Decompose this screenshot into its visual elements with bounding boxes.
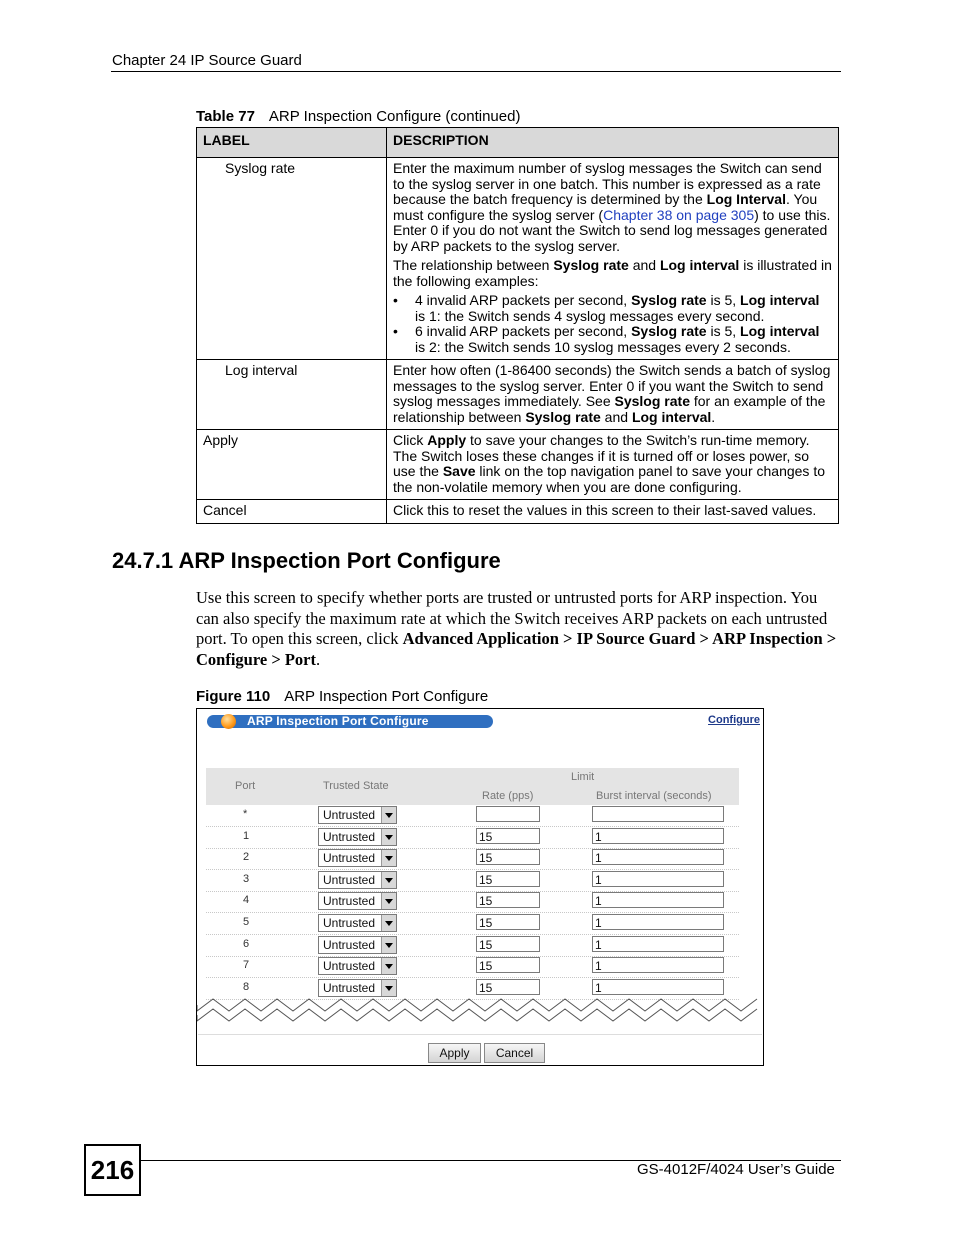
trusted-state-value: Untrusted — [323, 959, 376, 974]
port-number: * — [243, 808, 248, 820]
rate-input[interactable]: 15 — [476, 892, 540, 908]
burst-interval-input[interactable]: 1 — [592, 849, 724, 865]
trusted-state-header: Trusted State — [323, 780, 389, 792]
row-label: Cancel — [197, 500, 387, 524]
table-row — [197, 430, 839, 500]
port-number: 6 — [243, 937, 250, 950]
bullet-icon: • — [393, 292, 398, 308]
port-number: 7 — [243, 959, 250, 972]
description-paragraph: Enter the maximum number of syslog messages the Switch can send to the syslog server in one batch. This number is expressed as a rate because the batch frequency is determined by the Log Interval. You must configure the syslog server (Chapter 38 on page 305) to use this. Enter 0 if you do not want the Switch to send log messages generated by ARP packets to the syslog server. — [393, 160, 831, 254]
limit-header: Limit — [571, 771, 595, 783]
trusted-state-value: Untrusted — [323, 808, 376, 822]
burst-interval-input[interactable]: 1 — [592, 936, 724, 952]
burst-interval-input[interactable]: 1 — [592, 979, 724, 995]
table-row — [206, 848, 739, 870]
figure-caption — [196, 688, 488, 705]
trusted-state-select[interactable] — [318, 849, 397, 867]
port-number: 5 — [243, 916, 250, 928]
arp-inspection-table — [196, 127, 839, 524]
trusted-state-select[interactable] — [318, 806, 397, 824]
header-rule — [111, 71, 841, 72]
row-label: Apply — [197, 430, 387, 500]
bullet-icon: • — [393, 323, 398, 339]
trusted-state-value: Untrusted — [323, 829, 376, 844]
rate-input[interactable] — [476, 806, 540, 822]
port-number: 4 — [243, 894, 250, 907]
port-table-header — [206, 768, 739, 805]
rate-input[interactable]: 15 — [476, 849, 540, 865]
port-number: 1 — [243, 829, 250, 842]
row-label: Log interval — [197, 360, 387, 430]
chevron-down-icon[interactable] — [381, 807, 396, 823]
configure-link[interactable]: Configure — [708, 714, 760, 726]
port-number: 3 — [243, 872, 250, 885]
trusted-state-select[interactable] — [318, 914, 397, 932]
chevron-down-icon[interactable] — [381, 872, 396, 888]
chevron-down-icon[interactable] — [381, 850, 396, 866]
burst-interval-input[interactable]: 1 — [592, 914, 724, 930]
row-label: Syslog rate — [197, 158, 387, 360]
row-description — [387, 158, 839, 360]
col-description-header: DESCRIPTION — [387, 128, 839, 158]
body-paragraph: Use this screen to specify whether ports are trusted or untrusted ports for ARP inspection. You can also specify the maximum rate at which the Switch receives ARP packets on each untrusted port. To open this screen, click Advanced Application > IP Source Guard > ARP Inspection > Configure > Port. — [196, 588, 837, 669]
chevron-down-icon[interactable] — [381, 893, 396, 909]
trusted-state-value: Untrusted — [323, 851, 376, 866]
table-row — [206, 827, 739, 849]
port-header: Port — [235, 780, 256, 792]
page-number: 216 — [84, 1144, 141, 1196]
table-row — [197, 158, 839, 360]
torn-edge-line — [197, 999, 757, 1011]
list-item: • 4 invalid ARP packets per second, Syslog rate is 5, Log interval is 1: the Switch sends 4 syslog messages every second. — [393, 292, 820, 324]
row-description: Click this to reset the values in this screen to their last-saved values. — [387, 500, 839, 524]
table-row — [197, 500, 839, 524]
description-paragraph: The relationship between Syslog rate and Log interval is illustrated in the following examples: — [393, 257, 832, 289]
table-row — [206, 913, 739, 935]
table-row — [206, 891, 739, 913]
burst-interval-input[interactable] — [592, 806, 724, 822]
burst-interval-input[interactable]: 1 — [592, 828, 724, 844]
running-footer: GS-4012F/4024 User’s Guide — [637, 1161, 835, 1178]
table-row — [206, 956, 739, 978]
screen-title-bar — [207, 715, 493, 728]
rate-input[interactable]: 15 — [476, 936, 540, 952]
trusted-state-value: Untrusted — [323, 872, 376, 887]
cancel-button[interactable]: Cancel — [484, 1043, 545, 1063]
trusted-state-value: Untrusted — [323, 894, 376, 909]
trusted-state-select[interactable] — [318, 871, 397, 889]
trusted-state-value: Untrusted — [323, 937, 376, 952]
chevron-down-icon[interactable] — [381, 829, 396, 845]
trusted-state-select[interactable] — [318, 957, 397, 975]
screen-title: ARP Inspection Port Configure — [247, 714, 429, 728]
row-description: Click Apply to save your changes to the Switch’s run-time memory. The Switch loses these changes if it is turned off or loses power, so use the Save link on the top navigation panel to save your changes to the non-volatile memory when you are done configuring. — [387, 430, 839, 500]
table-row — [206, 870, 739, 892]
burst-interval-input[interactable]: 1 — [592, 957, 724, 973]
torn-edge-line — [197, 1009, 757, 1021]
burst-interval-input[interactable]: 1 — [592, 871, 724, 887]
trusted-state-select[interactable] — [318, 892, 397, 910]
port-number: 2 — [243, 851, 250, 864]
example-list — [393, 293, 832, 355]
orange-ball-icon — [221, 714, 236, 729]
burst-interval-input[interactable]: 1 — [592, 892, 724, 908]
rate-input[interactable]: 15 — [476, 979, 540, 995]
chevron-down-icon[interactable] — [381, 937, 396, 953]
rate-input[interactable]: 15 — [476, 828, 540, 844]
rate-input[interactable]: 15 — [476, 871, 540, 887]
table-row — [206, 935, 739, 957]
button-separator — [198, 1034, 762, 1035]
table-caption — [196, 108, 520, 125]
table-row — [206, 805, 739, 827]
trusted-state-value: Untrusted — [323, 916, 376, 930]
section-title: 24.7.1 ARP Inspection Port Configure — [112, 548, 501, 573]
rate-input[interactable]: 15 — [476, 957, 540, 973]
chevron-down-icon[interactable] — [381, 980, 396, 996]
trusted-state-select[interactable] — [318, 828, 397, 846]
list-item: • 6 invalid ARP packets per second, Syslog rate is 5, Log interval is 2: the Switch sends 10 syslog messages every 2 seconds. — [393, 323, 820, 355]
trusted-state-select[interactable] — [318, 936, 397, 954]
col-label-header: LABEL — [197, 128, 387, 158]
port-number: 8 — [243, 980, 250, 993]
trusted-state-value: Untrusted — [323, 980, 376, 995]
burst-header: Burst interval (seconds) — [596, 790, 712, 802]
figure-title: ARP Inspection Port Configure — [284, 688, 489, 705]
chevron-down-icon[interactable] — [381, 958, 396, 974]
table-row — [197, 360, 839, 430]
row-description: Enter how often (1-86400 seconds) the Switch sends a batch of syslog messages to the syslog server. Enter 0 if you want the Switch to send syslog messages immediately. See Syslog rate for an example of the relationship between Syslog rate and Log interval. — [387, 360, 839, 430]
torn-edge-break — [197, 995, 763, 1029]
chapter-link[interactable]: Chapter 38 on page 305 — [603, 206, 755, 223]
table-number: Table 77 — [196, 108, 255, 125]
rate-header: Rate (pps) — [482, 790, 534, 802]
figure-number: Figure 110 — [196, 688, 271, 705]
table-header-row — [197, 128, 839, 158]
screenshot-figure — [196, 708, 764, 1066]
running-header: Chapter 24 IP Source Guard — [112, 52, 302, 69]
apply-button[interactable]: Apply — [428, 1043, 481, 1063]
chevron-down-icon[interactable] — [381, 915, 396, 931]
table-title: ARP Inspection Configure (continued) — [268, 108, 521, 125]
rate-input[interactable]: 15 — [476, 914, 540, 930]
